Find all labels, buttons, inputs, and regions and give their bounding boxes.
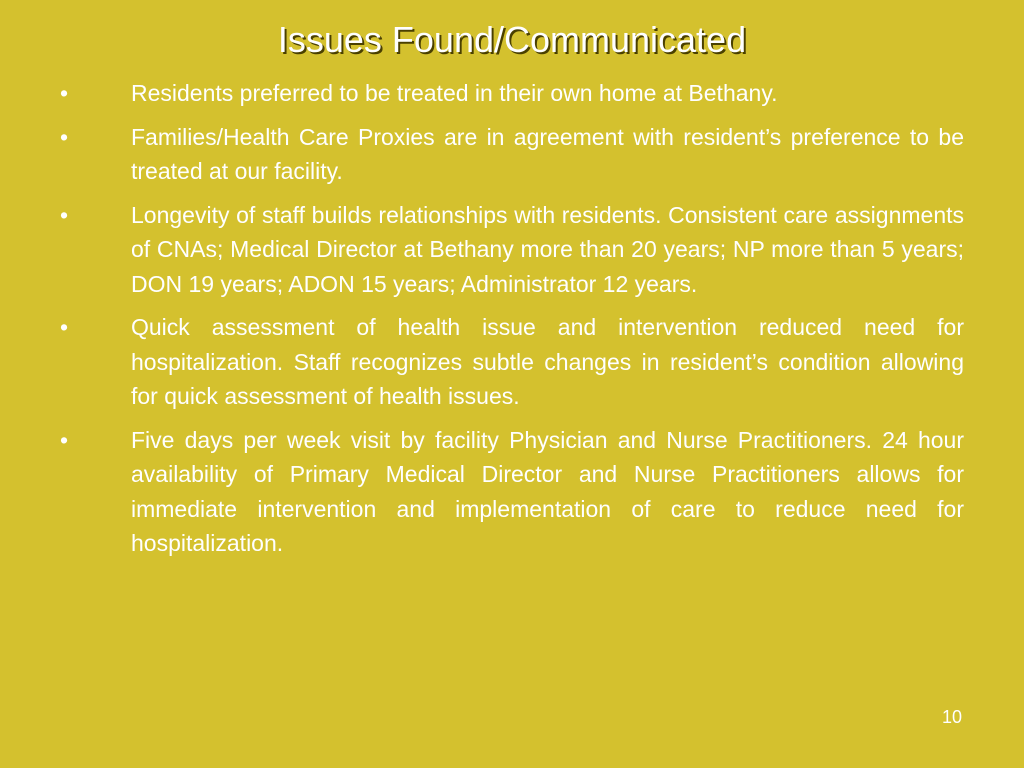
- bullet-icon: •: [60, 314, 69, 340]
- bullet-text: Residents preferred to be treated in their own home at Bethany.: [131, 80, 778, 106]
- bullet-text: Longevity of staff builds relationships with residents. Consistent care assignments of CNAs; Medical Director at Bethany more than 20 years; NP more than 5 years; DON 19 years; ADON 15 years; Administrator 12 years.: [131, 201, 964, 297]
- page-number: 10: [941, 707, 962, 727]
- list-item: [60, 310, 964, 414]
- bullet-list: [60, 76, 964, 570]
- bullet-icon: •: [60, 80, 69, 106]
- bullet-text: Five days per week visit by facility Physician and Nurse Practitioners. 24 hour availability of Primary Medical Director and Nurse Practitioners allows for immediate intervention and implementation of care to reduce need for hospitalization.: [131, 426, 964, 556]
- list-item: [60, 120, 964, 189]
- slide-title: Issues Found/Communicated: [277, 19, 747, 60]
- bullet-icon: •: [60, 123, 69, 150]
- bullet-icon: •: [60, 426, 69, 453]
- bullet-text: Quick assessment of health issue and intervention reduced need for hospitalization. Staff recognizes subtle changes in resident’s condition allowing for quick assessment of health issues.: [131, 314, 964, 409]
- list-item: [60, 198, 964, 302]
- bullet-text: Families/Health Care Proxies are in agreement with resident’s preference to be treated at our facility.: [131, 123, 964, 184]
- list-item: [60, 423, 964, 561]
- bullet-icon: •: [60, 201, 69, 228]
- list-item: [60, 76, 964, 111]
